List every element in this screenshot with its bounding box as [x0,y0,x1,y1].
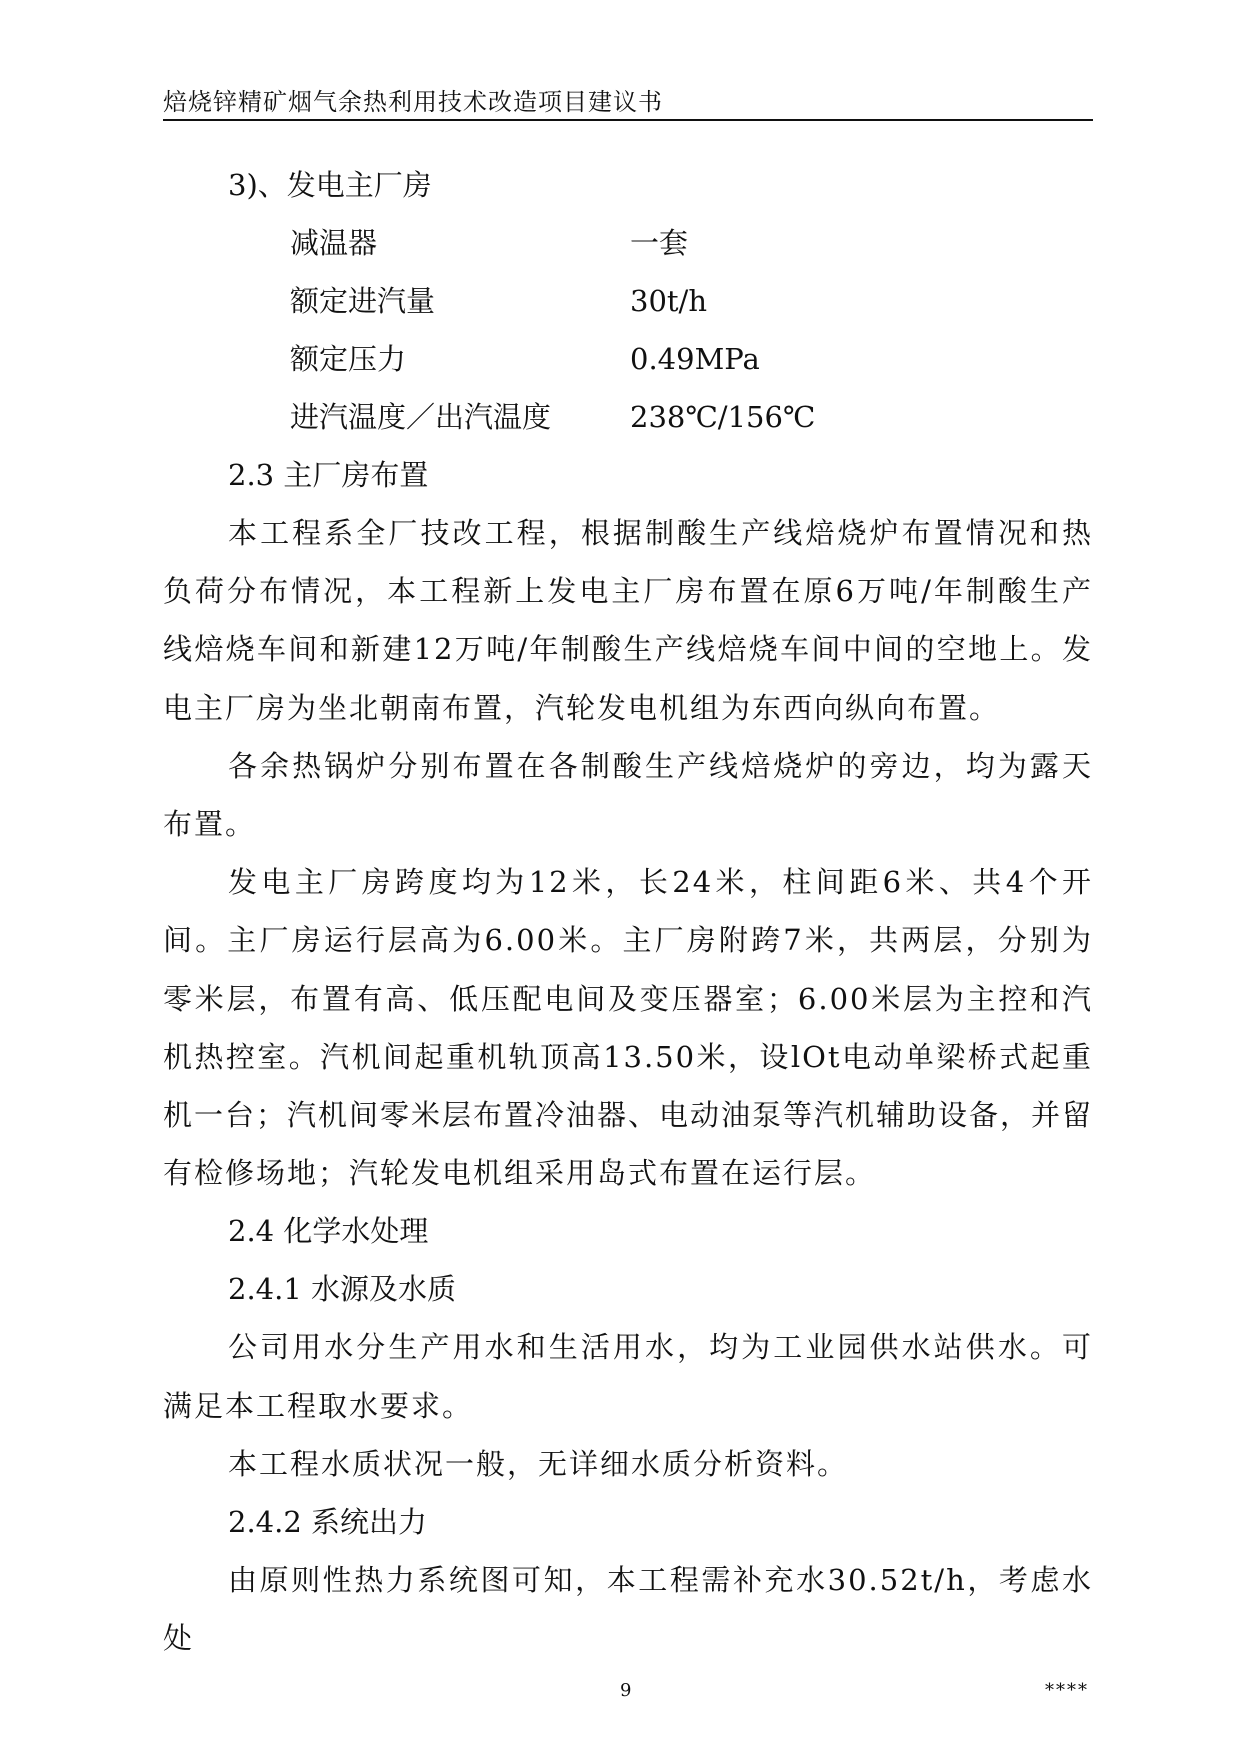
spec-label: 额定进汽量 [290,284,436,318]
spec-label: 进汽温度／出汽温度 [290,400,552,434]
running-header: 焙烧锌精矿烟气余热利用技术改造项目建议书 [163,88,663,116]
footer-mark: **** [1045,1680,1089,1701]
spec-value: 一套 [630,226,689,260]
spec-row [163,272,1093,330]
spec-value: 238℃/156℃ [630,400,816,434]
spec-label: 减温器 [290,226,378,260]
paragraph: 各余热锅炉分别布置在各制酸生产线焙烧炉的旁边，均为露天布置。 [163,748,1093,842]
section-heading-2-4-2: 2.4.2 系统出力 [228,1505,428,1540]
page-body [163,156,1093,1667]
page-number: 9 [620,1680,632,1701]
section-heading-2-4-1: 2.4.1 水源及水质 [228,1272,457,1307]
header-rule [163,119,1093,121]
paragraph: 本工程水质状况一般，无详细水质分析资料。 [228,1446,849,1481]
paragraph: 发电主厂房跨度均为12米，长24米，柱间距6米、共4个开间。主厂房运行层高为6.00米。主厂房附跨7米，共两层，分别为零米层，布置有高、低压配电间及变压器室；6.00米层为主控和汽机热控室。汽机间起重机轨顶高13.50米，设lOt电动单梁桥式起重机一台；汽机间零米层布置冷油器、电动油泵等汽机辅助设备，并留有检修场地；汽轮发电机组采用岛式布置在运行层。 [163,865,1094,1191]
section-heading-2-3: 2.3 主厂房布置 [228,458,429,492]
paragraph: 由原则性热力系统图可知，本工程需补充水30.52t/h，考虑水处 [163,1563,1093,1656]
section-heading-2-4: 2.4 化学水处理 [228,1214,429,1249]
spec-row [163,388,1093,446]
spec-label: 额定压力 [290,342,407,376]
paragraph: 公司用水分生产用水和生活用水，均为工业园供水站供水。可满足本工程取水要求。 [163,1330,1093,1423]
spec-value: 0.49MPa [630,342,760,376]
paragraph: 本工程系全厂技改工程，根据制酸生产线焙烧炉布置情况和热负荷分布情况，本工程新上发电主厂房布置在原6万吨/年制酸生产线焙烧车间和新建12万吨/年制酸生产线焙烧车间中间的空地上。发电主厂房为坐北朝南布置，汽轮发电机组为东西向纵向布置。 [163,516,1093,725]
spec-value: 30t/h [630,284,708,318]
spec-row [163,330,1093,388]
spec-row [163,214,1093,272]
section-heading-main-building: 3)、发电主厂房 [228,168,432,202]
